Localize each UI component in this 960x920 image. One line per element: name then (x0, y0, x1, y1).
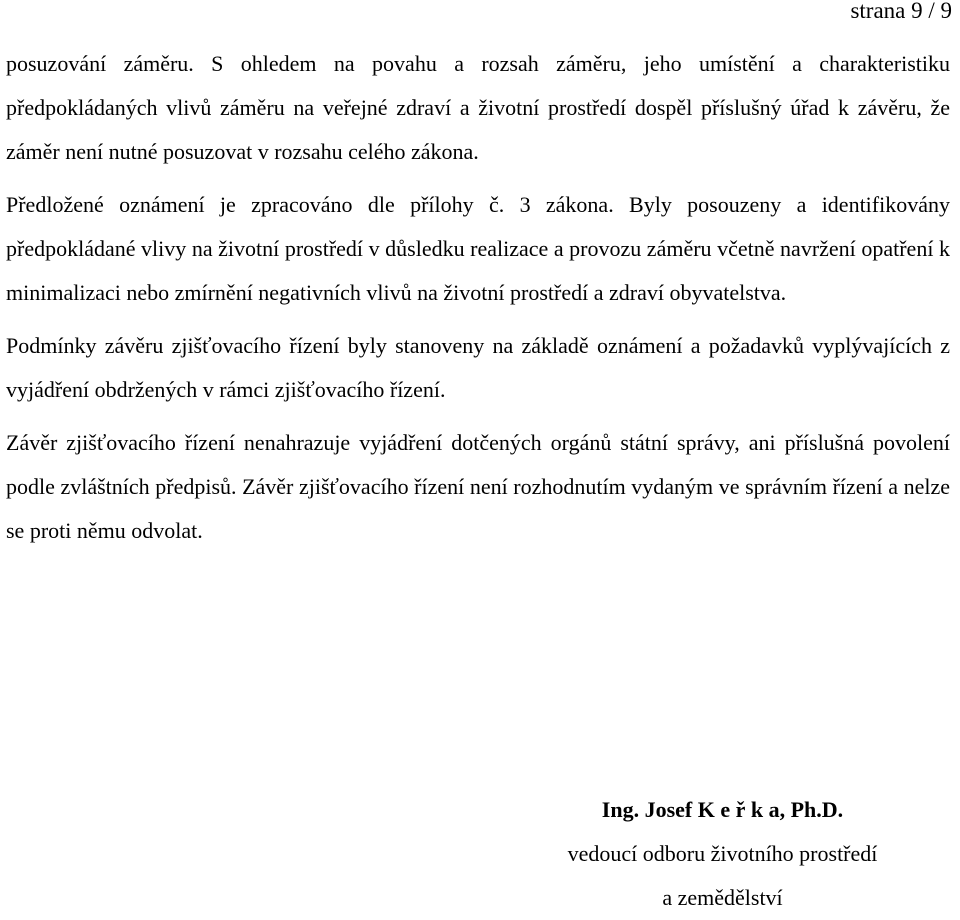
signatory-title-line-2: a zemědělství (662, 885, 783, 910)
page-number: strana 9 / 9 (850, 0, 952, 23)
signature-block (530, 788, 915, 920)
paragraph-4: Závěr zjišťovacího řízení nenahrazuje vyjádření dotčených orgánů státní správy, ani příslušná povolení podle zvláštních předpisů. Závěr zjišťovacího řízení není rozhodnutím vydaným ve správním řízení a nelze se proti němu odvolat. (6, 430, 950, 543)
document-body (6, 42, 950, 562)
paragraph-3: Podmínky závěru zjišťovacího řízení byly stanoveny na základě oznámení a požadavků vyplývajících z vyjádření obdržených v rámci zjišťovacího řízení. (6, 333, 950, 402)
paragraph-1: posuzování záměru. S ohledem na povahu a rozsah záměru, jeho umístění a charakteristiku předpokládaných vlivů záměru na veřejné zdraví a životní prostředí dospěl příslušný úřad k závěru, že záměr není nutné posuzovat v rozsahu celého zákona. (6, 51, 950, 164)
paragraph-2: Předložené oznámení je zpracováno dle přílohy č. 3 zákona. Byly posouzeny a identifikovány předpokládané vlivy na životní prostředí v důsledku realizace a provozu záměru včetně navržení opatření k minimalizaci nebo zmírnění negativních vlivů na životní prostředí a zdraví obyvatelstva. (6, 192, 950, 305)
signatory-name: Ing. Josef K e ř k a, Ph.D. (601, 797, 844, 822)
signatory-title-line-1: vedoucí odboru životního prostředí (567, 841, 878, 866)
